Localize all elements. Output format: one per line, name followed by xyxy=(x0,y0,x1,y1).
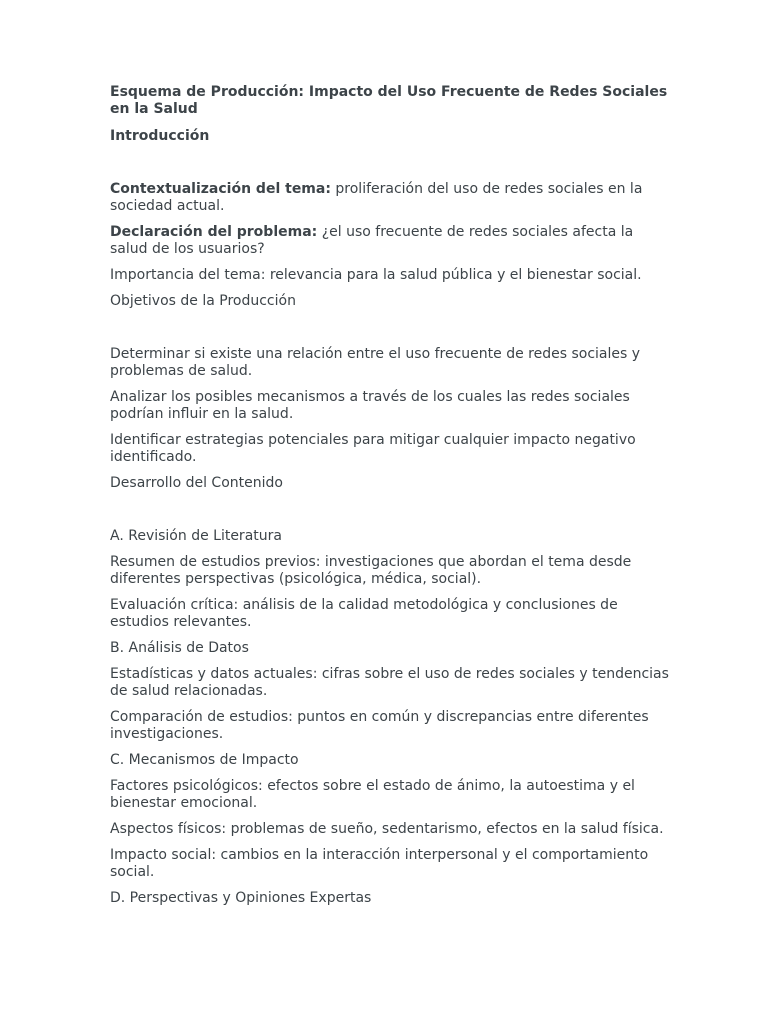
section-item: Factores psicológicos: efectos sobre el estado de ánimo, la autoestima y el bienestar emocional. xyxy=(110,778,635,811)
problem-text: ¿el uso frecuente de redes sociales afecta la salud de los usuarios? xyxy=(110,224,634,257)
problem-label: Declaración del problema: xyxy=(110,224,318,240)
context-label: Contextualización del tema: xyxy=(110,181,331,197)
section-item: Estadísticas y datos actuales: cifras sobre el uso de redes sociales y tendencias de salud relacionadas. xyxy=(110,666,669,699)
objective-item: Determinar si existe una relación entre el uso frecuente de redes sociales y problemas de salud. xyxy=(110,346,641,379)
objectives-heading: Objetivos de la Producción xyxy=(110,293,296,309)
intro-heading: Introducción xyxy=(110,128,210,144)
objective-item: Analizar los posibles mecanismos a través de los cuales las redes sociales podrían influir en la salud. xyxy=(110,389,630,422)
section-heading-b: B. Análisis de Datos xyxy=(110,640,249,656)
document-page xyxy=(110,84,670,916)
objective-item: Identificar estrategias potenciales para mitigar cualquier impacto negativo identificado. xyxy=(110,432,636,465)
section-item: Evaluación crítica: análisis de la calidad metodológica y conclusiones de estudios relevantes. xyxy=(110,597,618,630)
context-text: proliferación del uso de redes sociales en la sociedad actual. xyxy=(110,181,643,214)
importance-paragraph: Importancia del tema: relevancia para la salud pública y el bienestar social. xyxy=(110,267,642,283)
section-heading-a: A. Revisión de Literatura xyxy=(110,528,282,544)
section-item: Resumen de estudios previos: investigaciones que abordan el tema desde diferentes perspectivas (psicológica, médica, social). xyxy=(110,554,632,587)
problem-paragraph xyxy=(110,224,670,258)
section-item: Aspectos físicos: problemas de sueño, sedentarismo, efectos en la salud física. xyxy=(110,821,664,837)
context-paragraph xyxy=(110,181,670,215)
section-item: Impacto social: cambios en la interacción interpersonal y el comportamiento social. xyxy=(110,847,649,880)
document-title: Esquema de Producción: Impacto del Uso Frecuente de Redes Sociales en la Salud xyxy=(110,84,668,117)
section-item: Comparación de estudios: puntos en común y discrepancias entre diferentes investigaciones. xyxy=(110,709,649,742)
section-heading-c: C. Mecanismos de Impacto xyxy=(110,752,299,768)
development-heading: Desarrollo del Contenido xyxy=(110,475,283,491)
section-heading-d: D. Perspectivas y Opiniones Expertas xyxy=(110,890,372,906)
